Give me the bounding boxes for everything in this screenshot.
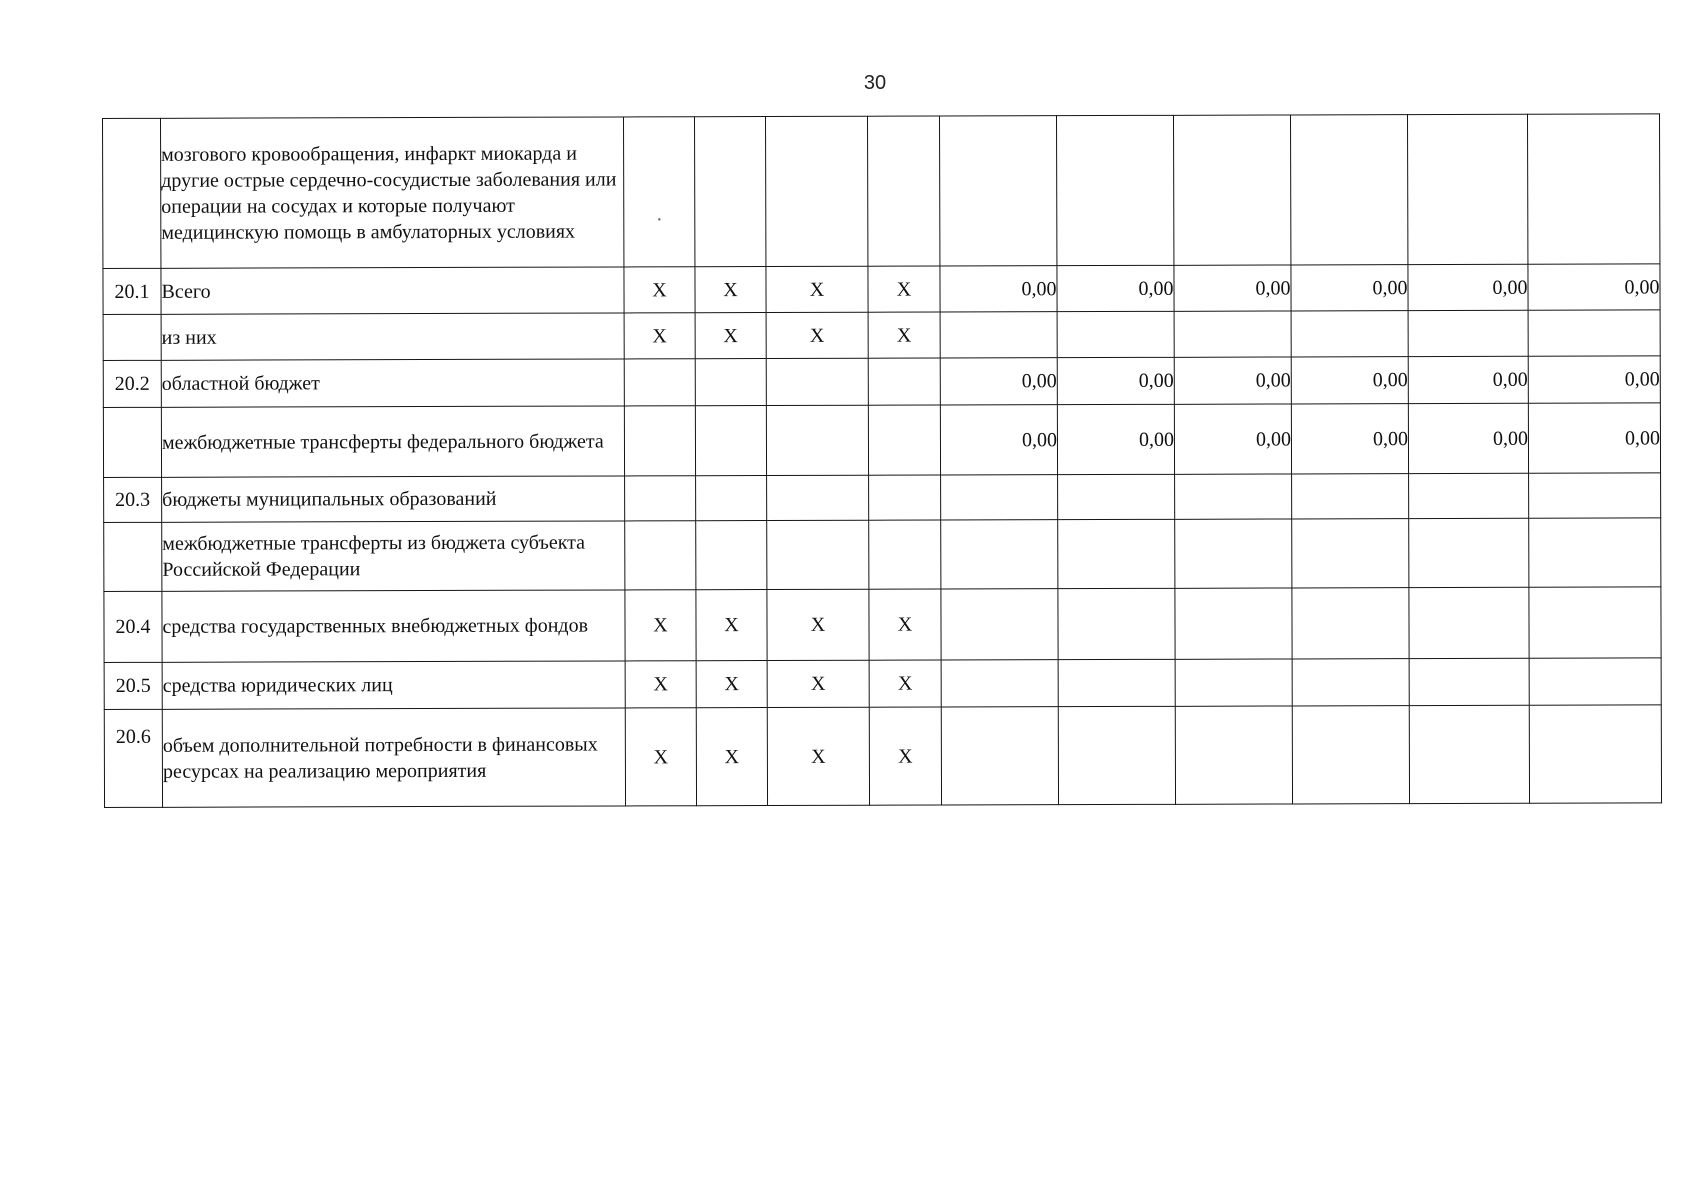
row-mark-cell xyxy=(696,521,767,590)
row-amount-cell xyxy=(939,116,1056,266)
row-mark-cell xyxy=(867,116,939,266)
row-amount-cell xyxy=(1175,659,1292,706)
row-number xyxy=(103,118,161,268)
row-label: мозгового кровообращения, инфаркт миокарда и другие острые сердечно-сосудистые заболевания или операции на сосудах и которые получают медицинскую помощь в амбулаторных условиях xyxy=(161,117,624,268)
row-amount-cell xyxy=(1058,706,1175,804)
row-amount-cell: 0,00 xyxy=(940,405,1057,475)
row-mark-cell xyxy=(625,476,696,521)
row-amount-cell xyxy=(1407,114,1527,264)
row-amount-cell: 0,00 xyxy=(1174,404,1291,474)
row-amount-cell xyxy=(1175,519,1292,588)
row-amount-cell xyxy=(1529,658,1661,705)
row-number: 20.1 xyxy=(103,268,161,314)
row-number: 20.2 xyxy=(103,360,161,407)
row-amount-cell xyxy=(1529,518,1661,587)
row-amount-cell: 0,00 xyxy=(940,266,1057,312)
row-mark-cell: X xyxy=(625,590,696,661)
table-row xyxy=(103,264,1660,315)
row-amount-cell xyxy=(1527,114,1659,264)
row-mark-cell xyxy=(868,405,940,475)
row-amount-cell xyxy=(1292,659,1409,706)
row-mark-cell: X xyxy=(868,266,940,312)
row-amount-cell xyxy=(1057,311,1174,357)
row-amount-cell xyxy=(1290,115,1407,265)
row-amount-cell xyxy=(1529,473,1661,518)
row-mark-cell xyxy=(869,475,941,520)
row-amount-cell xyxy=(1409,658,1529,705)
row-mark-cell: X xyxy=(696,708,767,806)
row-label: областной бюджет xyxy=(161,359,624,407)
row-amount-cell xyxy=(1173,115,1290,265)
row-amount-cell xyxy=(941,707,1058,805)
row-amount-cell: 0,00 xyxy=(1174,357,1291,404)
row-amount-cell xyxy=(1529,705,1661,803)
budget-table xyxy=(102,113,1662,808)
row-mark-cell xyxy=(696,476,767,521)
row-mark-cell xyxy=(694,117,765,267)
row-number xyxy=(103,407,161,477)
row-label: средства государственных внебюджетных фондов xyxy=(162,590,625,662)
row-number: 20.5 xyxy=(104,662,162,709)
row-amount-cell: 0,00 xyxy=(1057,404,1174,474)
row-number xyxy=(104,522,162,591)
row-mark-cell xyxy=(624,406,695,476)
row-mark-cell: X xyxy=(624,313,695,359)
table-row xyxy=(104,473,1661,523)
row-amount-cell xyxy=(1528,310,1660,356)
row-mark-cell: X xyxy=(624,267,695,313)
row-amount-cell xyxy=(1175,474,1292,519)
row-label: объем дополнительной потребности в финансовых ресурсах на реализацию мероприятия xyxy=(162,708,625,807)
row-mark-cell: X xyxy=(869,660,941,707)
table-row xyxy=(103,114,1660,269)
row-mark-cell xyxy=(767,475,869,520)
row-label: средства юридических лиц xyxy=(162,661,625,709)
row-mark-cell xyxy=(766,405,868,475)
row-amount-cell xyxy=(1409,705,1529,803)
row-mark-cell: X xyxy=(696,590,767,661)
row-mark-cell: X xyxy=(625,661,696,708)
row-amount-cell xyxy=(941,520,1058,589)
row-amount-cell xyxy=(1292,706,1409,804)
stray-dot xyxy=(658,218,660,220)
row-mark-cell xyxy=(695,406,766,476)
row-amount-cell xyxy=(1292,588,1409,659)
row-mark-cell: X xyxy=(766,266,868,312)
row-amount-cell xyxy=(941,660,1058,707)
row-mark-cell: X xyxy=(767,660,869,707)
row-amount-cell xyxy=(1408,310,1528,356)
row-number: 20.3 xyxy=(104,477,162,522)
row-label: межбюджетные трансферты федерального бюджета xyxy=(161,406,624,477)
row-mark-cell: X xyxy=(695,267,766,313)
row-amount-cell: 0,00 xyxy=(1408,356,1528,403)
row-mark-cell: X xyxy=(869,707,941,805)
row-mark-cell: X xyxy=(767,707,869,805)
row-mark-cell xyxy=(766,358,868,405)
row-mark-cell xyxy=(869,520,941,589)
row-number: 20.4 xyxy=(104,591,162,662)
row-mark-cell: X xyxy=(625,708,696,806)
row-amount-cell xyxy=(1058,474,1175,519)
row-amount-cell xyxy=(1175,588,1292,659)
row-amount-cell: 0,00 xyxy=(1528,356,1660,403)
row-mark-cell xyxy=(625,521,696,590)
row-amount-cell xyxy=(1409,473,1529,518)
row-mark-cell xyxy=(765,116,867,266)
row-amount-cell: 0,00 xyxy=(1057,265,1174,311)
table-row xyxy=(104,658,1661,710)
row-amount-cell xyxy=(1292,519,1409,588)
row-mark-cell xyxy=(868,358,940,405)
row-mark-cell: X xyxy=(869,589,941,660)
row-amount-cell xyxy=(1058,659,1175,706)
row-mark-cell: X xyxy=(695,313,766,359)
row-amount-cell: 0,00 xyxy=(1408,264,1528,310)
row-label: Всего xyxy=(161,267,624,314)
row-mark-cell: X xyxy=(767,589,869,660)
row-label: межбюджетные трансферты из бюджета субъекта Российской Федерации xyxy=(162,521,625,591)
row-amount-cell xyxy=(1529,587,1661,658)
row-amount-cell: 0,00 xyxy=(1291,265,1408,311)
row-amount-cell: 0,00 xyxy=(940,358,1057,405)
table-row xyxy=(104,587,1661,663)
page-number: 30 xyxy=(863,72,887,94)
row-amount-cell: 0,00 xyxy=(1528,264,1660,310)
budget-table-body xyxy=(103,114,1662,808)
row-mark-cell xyxy=(695,359,766,406)
row-number xyxy=(103,314,161,360)
row-amount-cell: 0,00 xyxy=(1174,265,1291,311)
row-mark-cell: X xyxy=(766,312,868,358)
row-amount-cell: 0,00 xyxy=(1291,357,1408,404)
table-row xyxy=(104,518,1661,592)
row-label: из них xyxy=(161,313,624,360)
row-amount-cell xyxy=(1409,587,1529,658)
table-row xyxy=(103,310,1660,361)
row-amount-cell: 0,00 xyxy=(1408,403,1528,473)
row-amount-cell xyxy=(1292,474,1409,519)
row-number: 20.6 xyxy=(104,709,162,807)
row-amount-cell xyxy=(1058,519,1175,588)
row-label: бюджеты муниципальных образований xyxy=(162,476,625,522)
row-amount-cell xyxy=(1409,518,1529,587)
row-amount-cell xyxy=(1056,115,1173,265)
row-mark-cell: X xyxy=(696,661,767,708)
row-amount-cell: 0,00 xyxy=(1528,403,1660,473)
row-amount-cell xyxy=(1175,706,1292,804)
table-row xyxy=(103,403,1660,478)
row-amount-cell xyxy=(941,475,1058,520)
row-amount-cell xyxy=(1058,588,1175,659)
budget-table-container xyxy=(102,113,1661,808)
row-mark-cell xyxy=(767,520,869,589)
row-amount-cell xyxy=(940,312,1057,358)
row-amount-cell: 0,00 xyxy=(1291,404,1408,474)
row-amount-cell xyxy=(941,589,1058,660)
row-mark-cell xyxy=(624,359,695,406)
table-row xyxy=(103,356,1660,408)
row-amount-cell xyxy=(1174,311,1291,357)
row-mark-cell xyxy=(623,117,694,267)
row-mark-cell: X xyxy=(868,312,940,358)
row-amount-cell xyxy=(1291,311,1408,357)
table-row xyxy=(104,705,1661,808)
row-amount-cell: 0,00 xyxy=(1057,357,1174,404)
